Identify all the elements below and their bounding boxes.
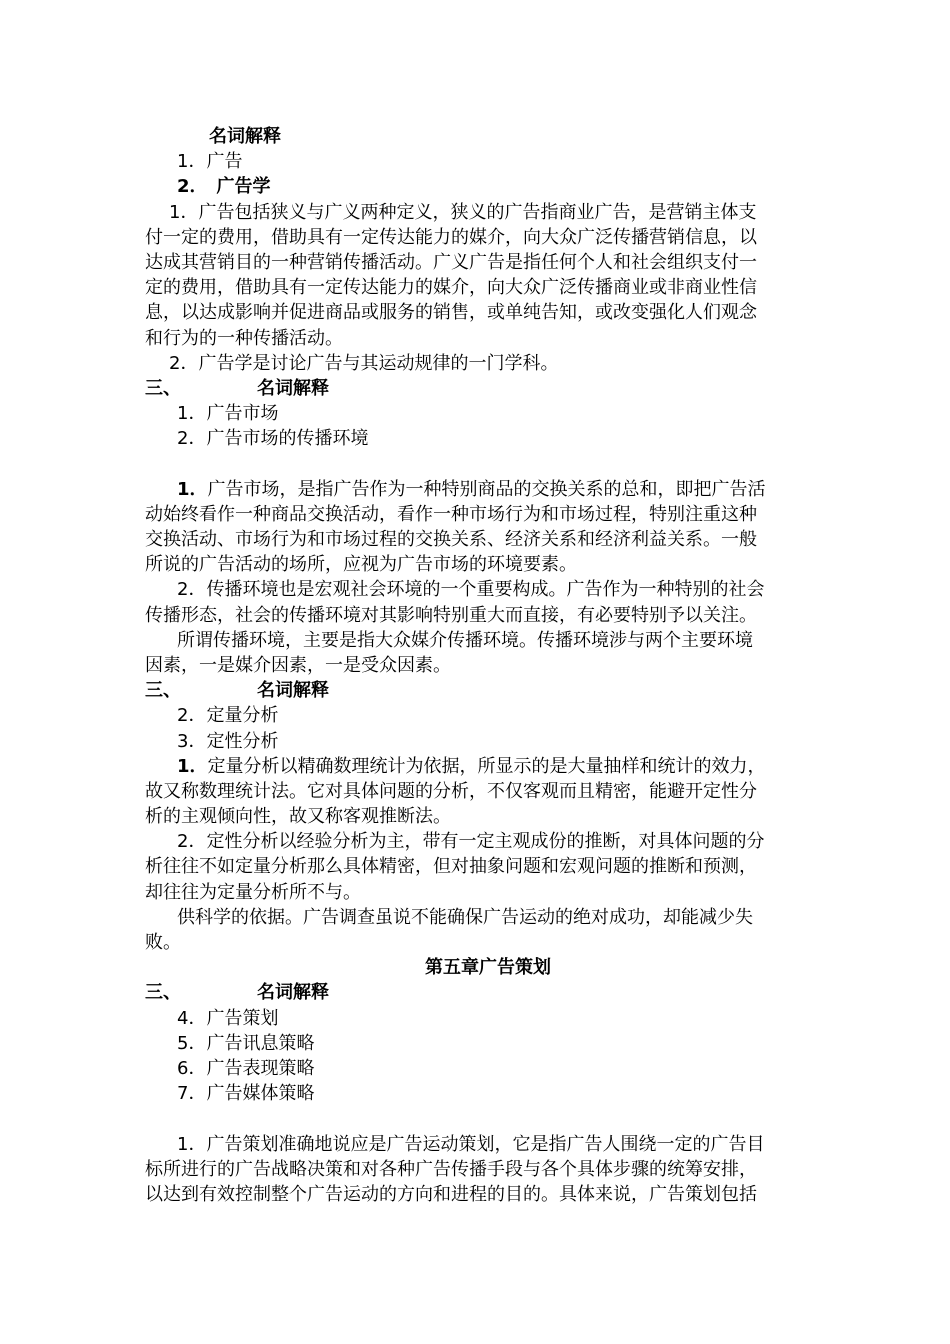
term-item: 2．广告市场的传播环境 xyxy=(177,428,369,450)
para-line: 因素，一是媒介因素，一是受众因素。 xyxy=(145,654,451,676)
para-line: 标所进行的广告战略决策和对各种广告传播手段与各个具体步骤的统筹安排， xyxy=(145,1158,757,1180)
para-line: 1．广告包括狭义与广义两种定义，狭义的广告指商业广告，是营销主体支 xyxy=(169,201,757,223)
para-line: 交换活动、市场行为和市场过程的交换关系、经济关系和经济利益关系。一般 xyxy=(145,529,757,550)
section-heading xyxy=(145,376,807,401)
paragraph: 2．广告学是讨论广告与其运动规律的一门学科。 xyxy=(169,352,559,374)
section-title: 名词解释 xyxy=(257,680,329,702)
para-line: 败。 xyxy=(145,932,181,953)
paragraph xyxy=(145,1132,807,1208)
term-item: 1．广告市场 xyxy=(177,403,279,425)
term-item: 3．定性分析 xyxy=(177,730,279,752)
section-number: 三、 xyxy=(145,982,181,1004)
term-item: 6．广告表现策略 xyxy=(177,1057,315,1079)
term-item: 4．广告策划 xyxy=(177,1007,279,1029)
para-line: 以达到有效控制整个广告运动的方向和进程的目的。具体来说，广告策划包括 xyxy=(145,1183,757,1205)
section-title: 名词解释 xyxy=(257,982,329,1004)
para-line: 析往往不如定量分析那么具体精密，但对抽象问题和宏观问题的推断和预测， xyxy=(145,856,757,878)
section-heading xyxy=(145,980,807,1005)
para-line: 供科学的依据。广告调查虽说不能确保广告运动的绝对成功，却能减少失 xyxy=(177,906,753,928)
para-line: 所说的广告活动的场所，应视为广告市场的环境要素。 xyxy=(145,554,577,576)
para-line: 却往往为定量分析所不与。 xyxy=(145,881,361,903)
para-line: 达成其营销目的一种营销传播活动。广义广告是指任何个人和社会组织支付一 xyxy=(145,251,757,273)
section-heading: 名词解释 xyxy=(209,126,281,147)
document-page xyxy=(145,124,807,1207)
term-item: 1．广告 xyxy=(177,151,243,173)
section-number: 三、 xyxy=(145,377,181,399)
para-line: 析的主观倾向性，故又称客观推断法。 xyxy=(145,806,451,828)
para-line: 息，以达成影响并促进商品或服务的销售，或单纯告知，或改变强化人们观念 xyxy=(145,302,757,324)
para-line: 2．传播环境也是宏观社会环境的一个重要构成。广告作为一种特别的社会 xyxy=(177,579,765,601)
paragraph xyxy=(145,905,807,955)
section-heading xyxy=(145,678,807,703)
term-item: 2．定量分析 xyxy=(177,705,279,727)
para-line: 和行为的一种传播活动。 xyxy=(145,327,343,349)
para-line: 2．定性分析以经验分析为主，带有一定主观成份的推断，对具体问题的分 xyxy=(177,831,765,853)
para-line: 所谓传播环境，主要是指大众媒介传播环境。传播环境涉与两个主要环境 xyxy=(177,629,753,651)
para-line: 定的费用，借助具有一定传达能力的媒介，向大众广泛传播商业或非商业性信 xyxy=(145,277,757,299)
para-lead: 1． xyxy=(177,755,208,777)
section-number: 三、 xyxy=(145,680,181,702)
paragraph xyxy=(145,628,807,678)
term-item: 2． 广告学 xyxy=(177,176,271,198)
para-line: 传播形态，社会的传播环境对其影响特别重大而直接，有必要特别予以关注。 xyxy=(145,604,757,626)
section-title: 名词解释 xyxy=(257,377,329,399)
para-line: 1．广告策划准确地说应是广告运动策划，它是指广告人围绕一定的广告目 xyxy=(177,1133,765,1155)
paragraph xyxy=(145,577,807,627)
para-line: 付一定的费用，借助具有一定传达能力的媒介，向大众广泛传播营销信息，以 xyxy=(145,226,757,248)
chapter-title: 第五章广告策划 xyxy=(425,957,551,979)
para-line: 广告市场，是指广告作为一种特别商品的交换关系的总和，即把广告活 xyxy=(207,478,766,500)
paragraph xyxy=(145,477,807,578)
term-item: 5．广告讯息策略 xyxy=(177,1032,315,1054)
term-item: 7．广告媒体策略 xyxy=(177,1083,315,1105)
para-line: 定量分析以精确数理统计为依据，所显示的是大量抽样和统计的效力， xyxy=(207,755,766,777)
paragraph xyxy=(145,829,807,905)
para-lead: 1． xyxy=(177,478,208,500)
para-line: 故又称数理统计法。它对具体问题的分析，不仅客观而且精密，能避开定性分 xyxy=(145,780,757,802)
para-line: 动始终看作一种商品交换活动，看作一种市场行为和市场过程，特别注重这种 xyxy=(145,503,757,525)
paragraph xyxy=(145,200,807,351)
paragraph xyxy=(145,754,807,830)
